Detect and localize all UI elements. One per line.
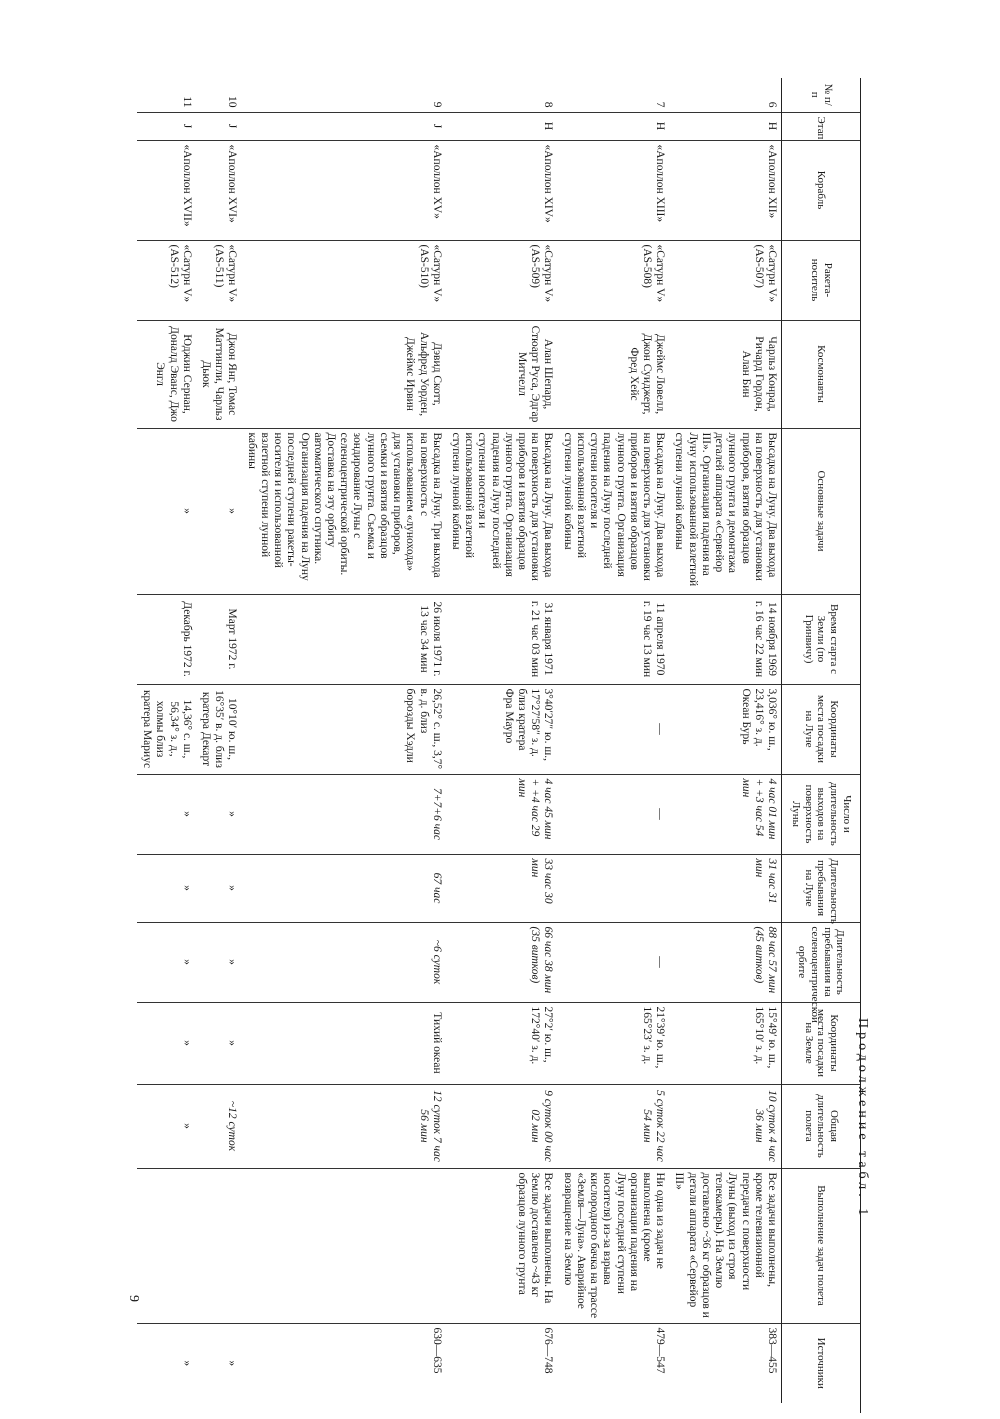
row-orbit: — [558,922,670,1002]
row-num: 6 [766,101,778,108]
row-result: Все задачи выполнены. На Землю доставлено ~43 кг образцов лунного грунта [446,1168,558,1323]
col-header-sources: Источники [782,1323,861,1403]
col-header-launch: Время старта с Земли (по Гринвичу) [782,594,861,684]
col-header-orbit: Длительность пребывания на селеноцентрической орбите [782,922,861,1002]
rotated-table-sheet [80,78,860,1403]
col-header-tasks: Основные задачи [782,428,861,594]
row-launch: 11 апреля 1970 г. 19 час 13 мин [558,594,670,684]
row-launch: 26 июля 1971 г. 13 час 34 мин [241,594,445,684]
row-eva: » [196,774,242,854]
row-duration: 5 суток 22 час 54 мин [558,1084,670,1168]
row-orbit: » [196,922,242,1002]
row-tasks: » [137,428,196,594]
col-header-landing-earth: Координаты места посадки на Земле [782,1002,861,1084]
row-stage: H [446,112,558,140]
row-crew: Юджин Сернан, Доналд Эванс, Джо Энгл [137,320,196,428]
row-landing-earth: 27°2′ ю. ш., 172°40′ з. д. [446,1002,558,1084]
row-moon-stay: 33 час 30 мин [446,854,558,922]
row-ship: «Аполлон XII» [669,140,781,240]
row-result [137,1168,196,1323]
row-result [241,1168,445,1323]
row-rocket: «Сатурн V» (AS-507) [669,240,781,320]
row-launch: Декабрь 1972 г. [137,594,196,684]
row-stage: H [558,112,670,140]
col-header-result: Выполнение задач полета [782,1168,861,1323]
row-landing-earth: 15°49′ ю. ш., 165°10′ з. д. [669,1002,781,1084]
col-header-crew: Космонавты [782,320,861,428]
row-sources: 383—455 [669,1323,781,1403]
row-tasks: » [196,428,242,594]
row-crew: Джон Янг, Томас Маттингли, Чарльз Дьюк [196,320,242,428]
table-row [446,78,558,1403]
row-sources: » [137,1323,196,1403]
row-duration: 10 суток 4 час 36 мин [669,1084,781,1168]
table-row [558,78,670,1403]
row-sources: 676—748 [446,1323,558,1403]
row-crew: Джеймс Ловелл, Джон Суиджерт, Фред Хейс [558,320,670,428]
row-rocket: «Сатурн V» (AS-512) [137,240,196,320]
row-rocket: «Сатурн V» (AS-509) [446,240,558,320]
row-sources: 630—635 [241,1323,445,1403]
row-moon-stay: » [137,854,196,922]
row-eva: 4 час 01 мин + +3 час 54 мин [669,774,781,854]
row-moon-stay [558,854,670,922]
row-sources: 479—547 [558,1323,670,1403]
row-eva: » [137,774,196,854]
row-tasks: Высадка на Луну. Три выхода на поверхность с использованием «лунохода» для установки приборов, съемки и взятия образцов лунного грунта. Съемка и зондирование Луны с селеноцентрической орбиты. Доставка на эту орбиту автоматического спутника. Организация падения на Луну последней ступени ракеты-носителя и использованной взлетной ступени лунной кабины [241,428,445,594]
table-row [137,78,196,1403]
row-landing-earth: 21°39′ ю. ш., 165°23′ з. д. [558,1002,670,1084]
row-orbit: 88 час 57 мин (45 витков) [669,922,781,1002]
row-landing-moon: 3,036° ю. ш., 23,416° з. д. Океан Бурь [669,684,781,774]
row-landing-earth: Тихий океан [241,1002,445,1084]
row-rocket: «Сатурн V» (AS-510) [241,240,445,320]
row-landing-moon: 14,36° с. ш., 56,34° з. д., холмы близ кратера Мариус [137,684,196,774]
table-row [196,78,242,1403]
row-moon-stay: » [196,854,242,922]
row-result [196,1168,242,1323]
row-landing-earth: » [196,1002,242,1084]
row-orbit: ~6 суток [241,922,445,1002]
row-num: 10 [226,96,239,108]
table-header [782,78,861,1403]
row-landing-moon: 3°40′27″ ю. ш., 17°27′58″ з. д. близ кратера Фра Мауро [446,684,558,774]
row-tasks: Высадка на Луну. Два выхода на поверхность для установки приборов и взятия образцов лунного грунта. Организация падения на Луну последней ступени носителя и использованной взлетной ступени лунной кабины [446,428,558,594]
row-num: 11 [180,96,193,108]
col-header-eva: Число и длительность выходов на поверхность Луны [782,774,861,854]
row-moon-stay: 31 час 31 мин [669,854,781,922]
row-duration: 12 суток 7 час 56 мин [241,1084,445,1168]
row-orbit: 66 час 38 мин (35 витков) [446,922,558,1002]
row-ship: «Аполлон XIV» [446,140,558,240]
row-landing-moon: 26,52° с. ш., 3,7° в. д. близ борозды Хэдли [241,684,445,774]
row-stage: H [669,112,781,140]
row-rocket: «Сатурн V» (AS-508) [558,240,670,320]
row-num: 8 [542,101,555,108]
row-duration: ~12 суток [196,1084,242,1168]
row-stage: J [137,112,196,140]
header-title: Продолжение табл. 1 [855,1018,870,1220]
row-tasks: Высадка на Луну. Два выхода на поверхность для установки приборов и взятия образцов лунного грунта. Организация падения на Луну последней ступени носителя и использованной взлетной ступени лунной кабины [558,428,670,594]
row-landing-moon: 10°10′ ю. ш., 16°35′ в. д. близ кратера Декарт [196,684,242,774]
row-moon-stay: 67 час [241,854,445,922]
col-header-stage: Этап [782,112,861,140]
row-duration: 9 суток 00 час 02 мин [446,1084,558,1168]
row-result: Все задачи выполнены, кроме телевизионной передачи с поверхности Луны (выход из строя телекамеры). На Землю доставлено ~36 кг образцов и детали аппарата «Сервейор III» [669,1168,781,1323]
row-orbit: » [137,922,196,1002]
row-launch: 31 января 1971 г. 21 час 03 мин [446,594,558,684]
row-ship: «Аполлон XIII» [558,140,670,240]
row-landing-earth: » [137,1002,196,1084]
col-header-num: № п/п [782,78,861,112]
row-crew: Алан Шепард, Стюарт Руса, Эдгар Митчелл [446,320,558,428]
row-num: 7 [654,101,667,108]
table-row [241,78,445,1403]
table-row [669,78,781,1403]
page-number: 9 [126,1295,141,1302]
row-landing-moon: — [558,684,670,774]
row-result: Ни одна из задач не выполнена (кроме организации падения на Луну последней ступени носителя) из-за взрыва кислородного бачка на трассе «Земля—Луна». Аварийное возвращение на Землю [558,1168,670,1323]
row-launch: 14 ноября 1969 г. 16 час 22 мин [669,594,781,684]
row-duration: » [137,1084,196,1168]
col-header-duration: Общая длительность полета [782,1084,861,1168]
row-eva: 4 час 45 мин + +4 час 29 мин [446,774,558,854]
row-num: 9 [430,101,443,108]
row-eva: 7+7+6 час [241,774,445,854]
row-sources: » [196,1323,242,1403]
row-eva: — [558,774,670,854]
row-ship: «Аполлон XV» [241,140,445,240]
col-header-moon-stay: Длительность пребывания на Луне [782,854,861,922]
row-ship: «Аполлон XVI» [196,140,242,240]
apollo-missions-table [137,78,860,1403]
row-ship: «Аполлон XVII» [137,140,196,240]
row-crew: Дэвид Скотт, Альфред Уорден, Джеймс Ирвин [241,320,445,428]
col-header-rocket: Ракета-носитель [782,240,861,320]
row-rocket: «Сатурн V» (AS-511) [196,240,242,320]
col-header-landing-moon: Координаты места посадки на Луне [782,684,861,774]
col-header-ship: Корабль [782,140,861,240]
row-crew: Чарльз Конрад, Ричард Гордон, Алан Бин [669,320,781,428]
row-stage: J [241,112,445,140]
row-stage: J [196,112,242,140]
row-launch: Март 1972 г. [196,594,242,684]
row-tasks: Высадка на Луну. Два выхода на поверхность для установки приборов, взятия образцов лунного грунта и демонтажа деталей аппарата «Сервейор III». Организация падения на Луну использованной взлетной ступени лунной кабины [669,428,781,594]
